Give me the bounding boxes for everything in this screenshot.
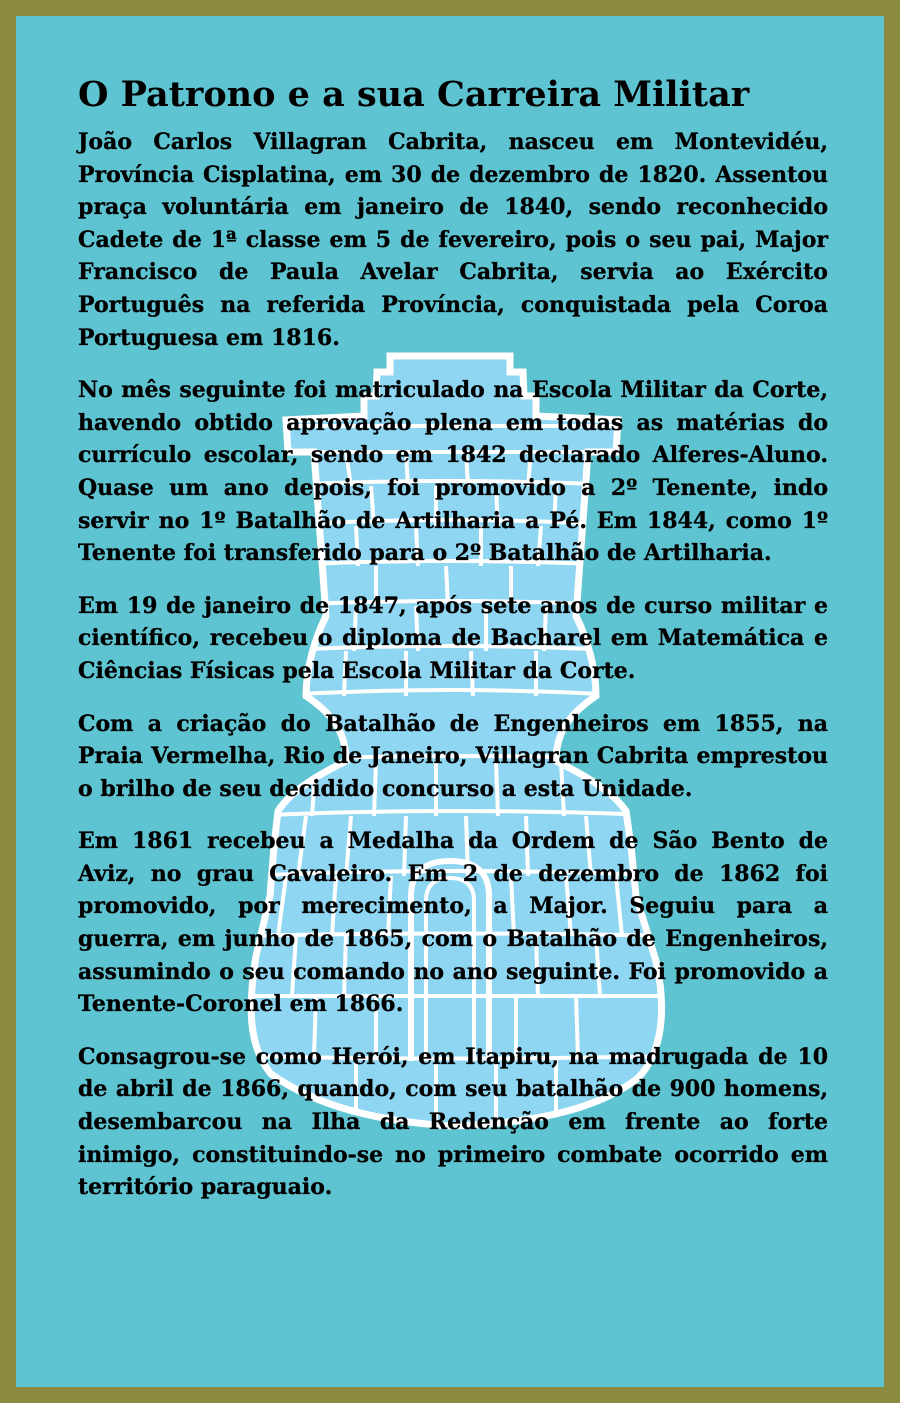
- paragraph-itapiru: Consagrou-se como Herói, em Itapiru, na madrugada de 10 de abril de 1866, quando, com seu batalhão de 900 homens, desembarcou na Ilha da Redenção em frente ao forte inimigo, constituindo-se no primeiro combate ocorrido em território paraguaio.: [78, 1043, 828, 1201]
- paragraph-engineers-battalion: Com a criação do Batalhão de Engenheiros em 1855, na Praia Vermelha, Rio de Janeiro, Villagran Cabrita emprestou o brilho de seu decidido concurso a esta Unidade.: [78, 710, 828, 802]
- paragraph-promotions: Em 1861 recebeu a Medalha da Ordem de São Bento de Aviz, no grau Cavaleiro. Em 2 de dezembro de 1862 foi promovido, por merecimento, a Major. Seguiu para a guerra, em junho de 1865, com o Batalhão de Engenheiros, assumindo o seu comando no ano seguinte. Foi promovido a Tenente-Coronel em 1866.: [78, 828, 828, 1018]
- page-panel: [16, 16, 884, 1387]
- page-title: O Patrono e a sua Carreira Militar: [78, 74, 750, 115]
- article: [78, 74, 828, 1220]
- paragraph-birth: João Carlos Villagran Cabrita, nasceu em Montevidéu, Província Cisplatina, em 30 de dezembro de 1820. Assentou praça voluntária em janeiro de 1840, sendo reconhecido Cadete de 1ª classe em 5 de fevereiro, pois o seu pai, Major Francisco de Paula Avelar Cabrita, servia ao Exército Português na referida Província, conquistada pela Coroa Portuguesa em 1816.: [78, 129, 828, 351]
- paragraph-military-school: No mês seguinte foi matriculado na Escola Militar da Corte, havendo obtido aprovação plena em todas as matérias do currículo escolar, sendo em 1842 declarado Alferes-Aluno. Quase um ano depois, foi promovido a 2º Tenente, indo servir no 1º Batalhão de Artilharia a Pé. Em 1844, como 1º Tenente foi transferido para o 2º Batalhão de Artilharia.: [78, 377, 828, 567]
- paragraph-diploma: Em 19 de janeiro de 1847, após sete anos de curso militar e científico, recebeu o diploma de Bacharel em Matemática e Ciências Físicas pela Escola Militar da Corte.: [78, 592, 828, 684]
